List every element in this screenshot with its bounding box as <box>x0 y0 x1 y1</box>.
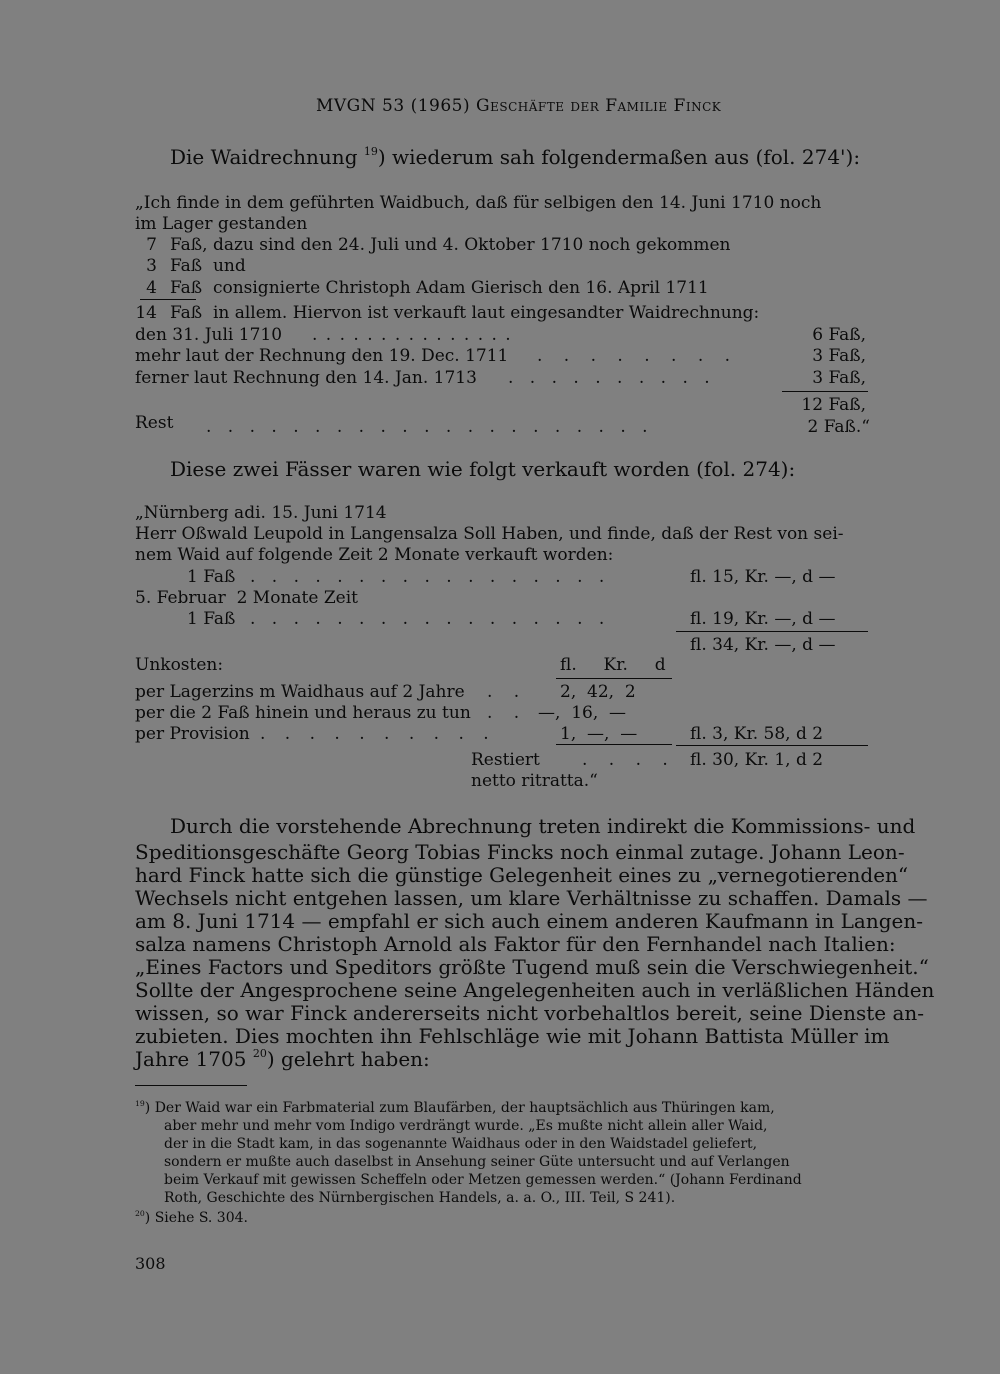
heading-text: Die Waidrechnung <box>170 145 364 169</box>
sale-label: den 31. Juli 1710 <box>135 325 283 345</box>
sum-rule <box>676 631 868 632</box>
footnote-line: sondern er mußte auch daselbst in Ansehung seiner Güte untersucht und auf Verlangen <box>164 1154 790 1170</box>
quantity: 14 <box>135 303 157 323</box>
leader-dots: . . . . <box>582 750 676 770</box>
quote-line: nem Waid auf folgende Zeit 2 Monate verkauft worden: <box>135 545 614 565</box>
netto-ritratta: netto ritratta.“ <box>471 771 598 791</box>
sum-value: 12 Faß, <box>801 395 866 415</box>
footnote-line: Roth, Geschichte des Nürnbergischen Handels, a. a. O., III. Teil, S 241). <box>164 1190 676 1206</box>
sale-label: mehr laut der Rechnung den 19. Dec. 1711 <box>135 346 509 366</box>
sum-rule <box>782 391 868 392</box>
account-label: 1 Faß <box>187 567 236 587</box>
paragraph-line: Wechsels nicht entgehen lassen, um klare Verhältnisse zu schaffen. Damals — <box>135 886 928 910</box>
leader-dots: . . . . . . . . <box>537 346 739 366</box>
paragraph-line: salza namens Christoph Arnold als Faktor für den Fernhandel nach Italien: <box>135 932 896 956</box>
footnote-ref-20[interactable]: 20 <box>252 1046 267 1060</box>
quantity: 7 <box>146 235 157 255</box>
rest-value: 2 Faß.“ <box>807 417 870 437</box>
paragraph-line <box>135 1046 430 1071</box>
paragraph-text-rest: ) gelehrt haben: <box>266 1047 430 1071</box>
footnote-ref-19[interactable]: 19 <box>363 144 378 158</box>
leader-dots: . . . . . . . . . . . . . . . <box>312 325 513 345</box>
running-head: MVGN 53 (1965) Geschäfte der Familie Finck <box>316 96 722 116</box>
footnote-text: ) Der Waid war ein Farbmaterial zum Blaufärben, der hauptsächlich aus Thüringen kam, <box>144 1100 775 1116</box>
account-label: 5. Februar 2 Monate Zeit <box>135 588 358 608</box>
paragraph-line: Durch die vorstehende Abrechnung treten indirekt die Kommissions- und <box>170 814 916 838</box>
leader-dots: . . . . . . . . . . . . . . . . . <box>250 567 610 587</box>
cost-total: fl. 3, Kr. 58, d 2 <box>690 724 824 744</box>
sale-value: 3 Faß, <box>812 368 866 388</box>
column-rule <box>556 678 672 679</box>
leader-dots: . . . . . . . . . . <box>508 368 716 388</box>
sale-label: ferner laut Rechnung den 14. Jan. 1713 <box>135 368 477 388</box>
page-number: 308 <box>135 1254 166 1273</box>
cost-label: per Provision <box>135 724 250 744</box>
quote-line: im Lager gestanden <box>135 214 308 234</box>
sale-value: 6 Faß, <box>812 325 866 345</box>
quote-line: „Ich finde in dem geführten Waidbuch, daß für selbigen den 14. Juni 1710 noch <box>135 193 822 213</box>
quote-line: Faß consignierte Christoph Adam Gierisch den 16. April 1711 <box>170 278 709 298</box>
footnote-line: aber mehr und mehr vom Indigo verdrängt wurde. „Es mußte nicht allein aller Waid, <box>164 1118 768 1134</box>
quote-line: Herr Oßwald Leupold in Langensalza Soll Haben, und finde, daß der Rest von sei- <box>135 524 844 544</box>
leader-dots: . . . . . . . . . . <box>260 724 496 744</box>
footnote-line: beim Verkauf mit gewissen Scheffeln oder Metzen gemessen werden.“ (Johann Ferdinand <box>164 1172 802 1188</box>
paragraph-line: „Eines Factors und Speditors größte Tugend muß sein die Verschwiegenheit.“ <box>135 955 929 979</box>
footnote-text: ) Siehe S. 304. <box>144 1210 248 1226</box>
cost-value: —, 16, — <box>538 703 627 723</box>
restiert-value: fl. 30, Kr. 1, d 2 <box>690 750 824 770</box>
costs-column-head: fl. Kr. d <box>560 655 666 675</box>
paragraph-text: Jahre 1705 <box>135 1047 253 1071</box>
footnote-marker: 19 <box>135 1099 145 1109</box>
footnote-line: der in die Stadt kam, in das sogenannte Waidhaus oder in den Waidstadel geliefert, <box>164 1136 758 1152</box>
quote-line: „Nürnberg adi. 15. Juni 1714 <box>135 503 387 523</box>
footnote-marker: 20 <box>135 1209 145 1219</box>
quantity: 3 <box>146 256 157 276</box>
footnote-separator <box>135 1085 247 1086</box>
section-heading-waidrechnung <box>170 144 861 169</box>
quantity: 4 <box>146 278 157 298</box>
cost-label: per die 2 Faß hinein und heraus zu tun <box>135 703 471 723</box>
paragraph-line: zubieten. Dies mochten ihn Fehlschläge wie mit Johann Battista Müller im <box>135 1024 890 1048</box>
cost-label: per Lagerzins m Waidhaus auf 2 Jahre <box>135 682 465 702</box>
account-label: 1 Faß <box>187 609 236 629</box>
paragraph-line: wissen, so war Finck andererseits nicht vorbehaltlos bereit, seine Dienste an- <box>135 1001 925 1025</box>
leader-dots: . . . . . . . . . . . . . . . . . <box>250 609 610 629</box>
leader-dots: . . <box>487 682 528 702</box>
costs-label: Unkosten: <box>135 655 224 675</box>
cost-value: 2, 42, 2 <box>560 682 636 702</box>
footnote-20 <box>135 1211 248 1225</box>
account-value: fl. 15, Kr. —, d — <box>690 567 836 587</box>
heading-text-rest: ) wiederum sah folgendermaßen aus (fol. 274'): <box>377 145 861 169</box>
paragraph-line: Speditionsgeschäfte Georg Tobias Fincks noch einmal zutage. Johann Leon- <box>135 840 905 864</box>
paragraph-line: hard Finck hatte sich die günstige Gelegenheit eines zu „vernegotierenden“ <box>135 863 909 887</box>
section-heading-sale: Diese zwei Fässer waren wie folgt verkauft worden (fol. 274): <box>170 457 796 481</box>
quote-line: Faß in allem. Hiervon ist verkauft laut eingesandter Waidrechnung: <box>170 303 760 323</box>
footnote-19 <box>135 1101 775 1115</box>
cost-value: 1, —, — <box>560 724 638 744</box>
paragraph-line: am 8. Juni 1714 — empfahl er sich auch einem anderen Kaufmann in Langen- <box>135 909 923 933</box>
column-rule <box>556 744 672 745</box>
sale-value: 3 Faß, <box>812 346 866 366</box>
rest-label: Rest <box>135 413 174 433</box>
sum-rule <box>676 745 868 746</box>
quote-line: Faß, dazu sind den 24. Juli und 4. Oktober 1710 noch gekommen <box>170 235 731 255</box>
quote-line: Faß und <box>170 256 246 276</box>
account-sum: fl. 34, Kr. —, d — <box>690 635 836 655</box>
restiert-label: Restiert <box>471 750 540 770</box>
sum-rule <box>140 299 196 300</box>
leader-dots: . . . . . . . . . . . . . . . . . . . . . <box>206 417 654 437</box>
leader-dots: . . <box>487 703 528 723</box>
paragraph-line: Sollte der Angesprochene seine Angelegenheiten auch in verläßlichen Händen <box>135 978 935 1002</box>
account-value: fl. 19, Kr. —, d — <box>690 609 836 629</box>
